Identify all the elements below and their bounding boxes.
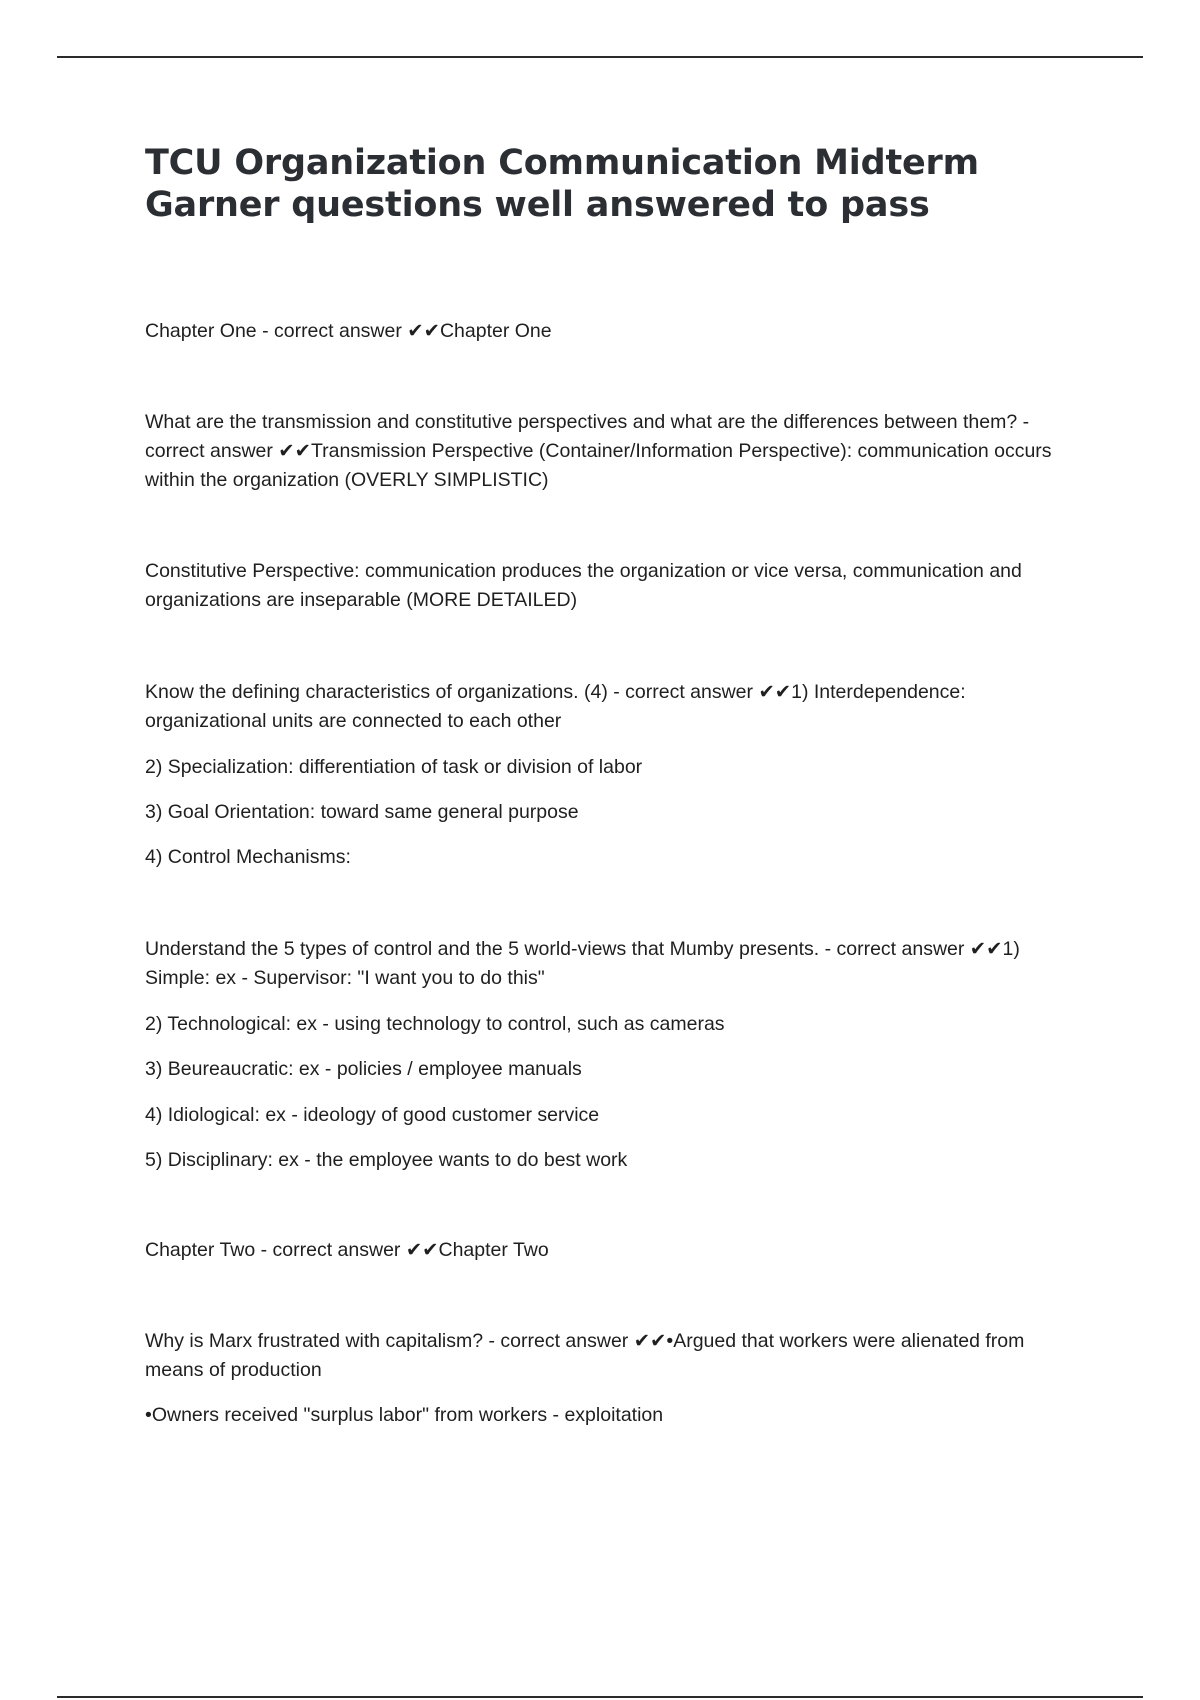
top-divider xyxy=(57,56,1143,58)
paragraph-chapter-two: Chapter Two - correct answer ✔✔Chapter Two xyxy=(145,1239,549,1261)
list-item-specialization: 2) Specialization: differentiation of task or division of labor xyxy=(145,756,643,778)
document-title: TCU Organization Communication Midterm Garner questions well answered to pass xyxy=(145,143,979,225)
list-item-technological: 2) Technological: ex - using technology to control, such as cameras xyxy=(145,1013,725,1035)
list-item-disciplinary: 5) Disciplinary: ex - the employee wants to do best work xyxy=(145,1149,628,1171)
paragraph-chapter-one: Chapter One - correct answer ✔✔Chapter One xyxy=(145,320,552,342)
bottom-divider xyxy=(57,1696,1143,1698)
paragraph-defining-characteristics: Know the defining characteristics of organizations. (4) - correct answer ✔✔1) Interdependence: organizational units are connected to each other xyxy=(145,681,966,732)
paragraph-transmission-question: What are the transmission and constitutive perspectives and what are the differences between them? - correct answer ✔✔Transmission Perspective (Container/Information Perspective): communication occurs within the organization (OVERLY SIMPLISTIC) xyxy=(145,411,1052,491)
list-item-beureaucratic: 3) Beureaucratic: ex - policies / employee manuals xyxy=(145,1058,582,1080)
list-item-goal-orientation: 3) Goal Orientation: toward same general purpose xyxy=(145,801,579,823)
document-header xyxy=(145,142,1085,226)
list-item-control-mechanisms: 4) Control Mechanisms: xyxy=(145,846,351,868)
list-item-idiological: 4) Idiological: ex - ideology of good customer service xyxy=(145,1104,600,1126)
list-item-surplus-labor: •Owners received "surplus labor" from workers - exploitation xyxy=(145,1404,664,1426)
paragraph-constitutive-perspective: Constitutive Perspective: communication produces the organization or vice versa, communication and organizations are inseparable (MORE DETAILED) xyxy=(145,560,1022,611)
paragraph-types-of-control: Understand the 5 types of control and the 5 world-views that Mumby presents. - correct answer ✔✔1) Simple: ex - Supervisor: "I want you to do this" xyxy=(145,938,1020,989)
paragraph-marx-question: Why is Marx frustrated with capitalism? - correct answer ✔✔•Argued that workers were alienated from means of production xyxy=(145,1330,1025,1381)
